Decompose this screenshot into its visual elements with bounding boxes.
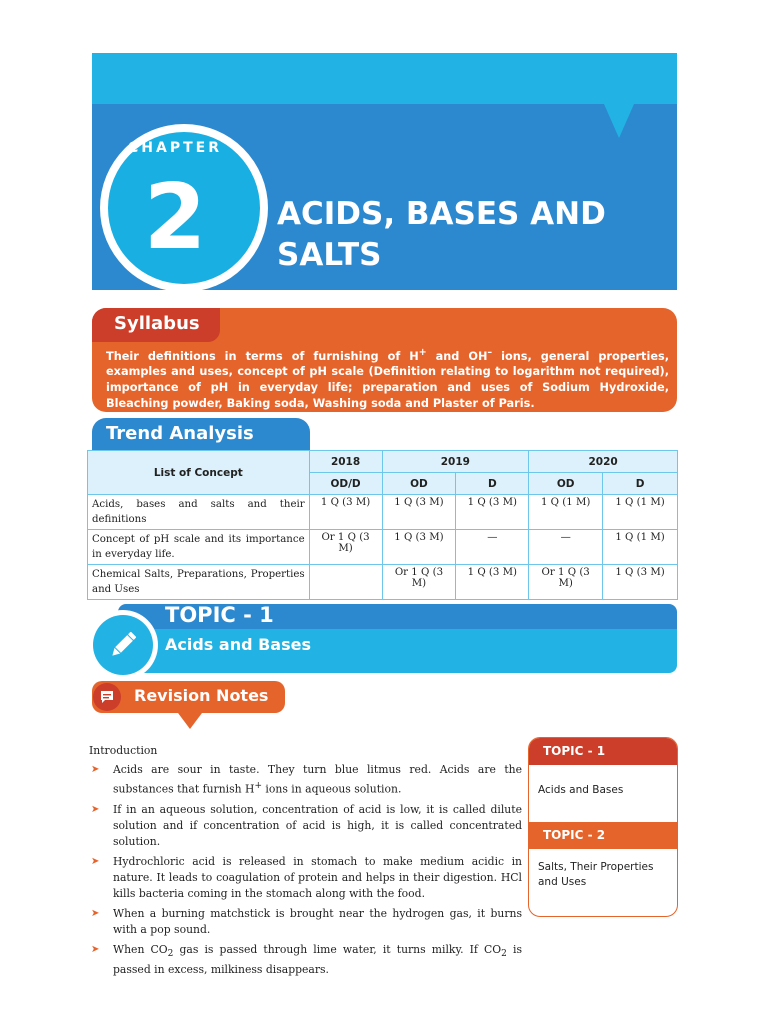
table-cell: 1 Q (3 M) <box>309 495 382 530</box>
subheader: D <box>603 473 678 495</box>
note-text: ions in aqueous solution. <box>262 782 402 796</box>
concept-header: List of Concept <box>88 451 310 495</box>
note-sub: 2 <box>501 948 507 959</box>
list-item <box>89 802 522 850</box>
trend-analysis-table <box>87 450 678 600</box>
chapter-number: 2 <box>143 165 207 270</box>
concept-cell: Acids, bases and salts and their definitions <box>88 495 310 530</box>
year-header: 2019 <box>382 451 529 473</box>
table-row <box>88 530 678 565</box>
sidebox-topic2-text: Salts, Their Properties and Uses <box>538 861 654 888</box>
list-item <box>89 762 522 798</box>
syllabus-text <box>106 345 669 411</box>
list-item <box>89 942 522 978</box>
syllabus-text-part3: ions, general properties, examples and uses, concept of pH scale (Definition relating to logarithm not required), importance of pH in everyday life; preparation and uses of Sodium Hydroxide, Bleaching powder, Baking soda, Washing soda and Plaster of Paris. <box>106 349 670 410</box>
note-sub: 2 <box>167 948 174 959</box>
syllabus-sup2: – <box>487 347 493 358</box>
table-cell: — <box>529 530 603 565</box>
list-item <box>89 854 522 902</box>
note-text: If in an aqueous solution, concentration of acid is low, it is called dilute solution and if concentration of acid is high, it is called concentrated solution. <box>113 802 522 848</box>
table-cell: 1 Q (3 M) <box>382 495 456 530</box>
list-item <box>89 906 522 938</box>
table-cell: 1 Q (1 M) <box>603 495 678 530</box>
year-header: 2020 <box>529 451 678 473</box>
subheader: OD/D <box>309 473 382 495</box>
subheader: OD <box>382 473 456 495</box>
note-text: is passed in excess, milkiness disappears. <box>113 942 522 976</box>
concept-cell: Concept of pH scale and its importance in everyday life. <box>88 530 310 565</box>
bullet-arrow-icon: ➤ <box>91 907 100 919</box>
revision-notes-pointer <box>178 713 202 729</box>
table-cell: Or 1 Q (3 M) <box>529 565 603 600</box>
table-cell: 1 Q (1 M) <box>603 530 678 565</box>
trend-analysis-heading: Trend Analysis <box>106 423 254 444</box>
subheader: D <box>456 473 529 495</box>
bullet-arrow-icon: ➤ <box>91 855 100 867</box>
table-cell: 1 Q (3 M) <box>603 565 678 600</box>
table-row <box>88 495 678 530</box>
table-cell: Or 1 Q (3 M) <box>382 565 456 600</box>
chapter-label: CHAPTER <box>128 140 222 156</box>
table-cell: Or 1 Q (3 M) <box>309 530 382 565</box>
bullet-arrow-icon: ➤ <box>91 803 100 815</box>
note-text: When a burning matchstick is brought near the hydrogen gas, it burns with a pop sound. <box>113 906 522 936</box>
note-icon <box>99 689 115 705</box>
bullet-arrow-icon: ➤ <box>91 764 100 775</box>
syllabus-text-part1: Their definitions in terms of furnishing of H <box>106 349 419 363</box>
topic-subtitle: Acids and Bases <box>165 635 311 654</box>
note-text: gas is passed through lime water, it turns milky. If CO <box>173 942 502 956</box>
header-top-band <box>92 53 677 107</box>
sidebox-topic1-heading: TOPIC - 1 <box>543 744 606 758</box>
revision-notes-heading: Revision Notes <box>134 686 269 705</box>
syllabus-text-part2: and OH <box>426 349 488 363</box>
header-notch <box>604 104 634 138</box>
syllabus-sup1: + <box>418 347 427 358</box>
table-cell: 1 Q (3 M) <box>456 495 529 530</box>
year-header: 2018 <box>309 451 382 473</box>
table-cell: 1 Q (3 M) <box>382 530 456 565</box>
table-row <box>88 565 678 600</box>
note-text: When CO <box>113 942 168 956</box>
table-cell <box>309 565 382 600</box>
subheader: OD <box>529 473 603 495</box>
table-cell: 1 Q (3 M) <box>456 565 529 600</box>
bullet-arrow-icon: ➤ <box>91 943 100 955</box>
sidebox-topic1-text: Acids and Bases <box>538 784 624 796</box>
intro-heading: Introduction <box>89 744 158 757</box>
note-sup: + <box>254 781 262 791</box>
sidebox-topic2-heading: TOPIC - 2 <box>543 828 606 842</box>
syllabus-heading: Syllabus <box>114 313 200 334</box>
concept-cell: Chemical Salts, Preparations, Properties and Uses <box>88 565 310 600</box>
topic-title: TOPIC - 1 <box>165 603 274 627</box>
table-cell: — <box>456 530 529 565</box>
note-text: Acids are sour in taste. They turn blue litmus red. Acids are the substances that furnish H <box>113 763 522 796</box>
pencil-icon <box>105 627 141 663</box>
table-cell: 1 Q (1 M) <box>529 495 603 530</box>
note-text: Hydrochloric acid is released in stomach to make medium acidic in nature. It leads to coagulation of protein and helps in their digestion. HCl kills bacteria coming in the stomach along with the food. <box>113 854 522 900</box>
chapter-title: ACIDS, BASES AND SALTS <box>277 196 606 273</box>
notes-list <box>89 762 522 982</box>
